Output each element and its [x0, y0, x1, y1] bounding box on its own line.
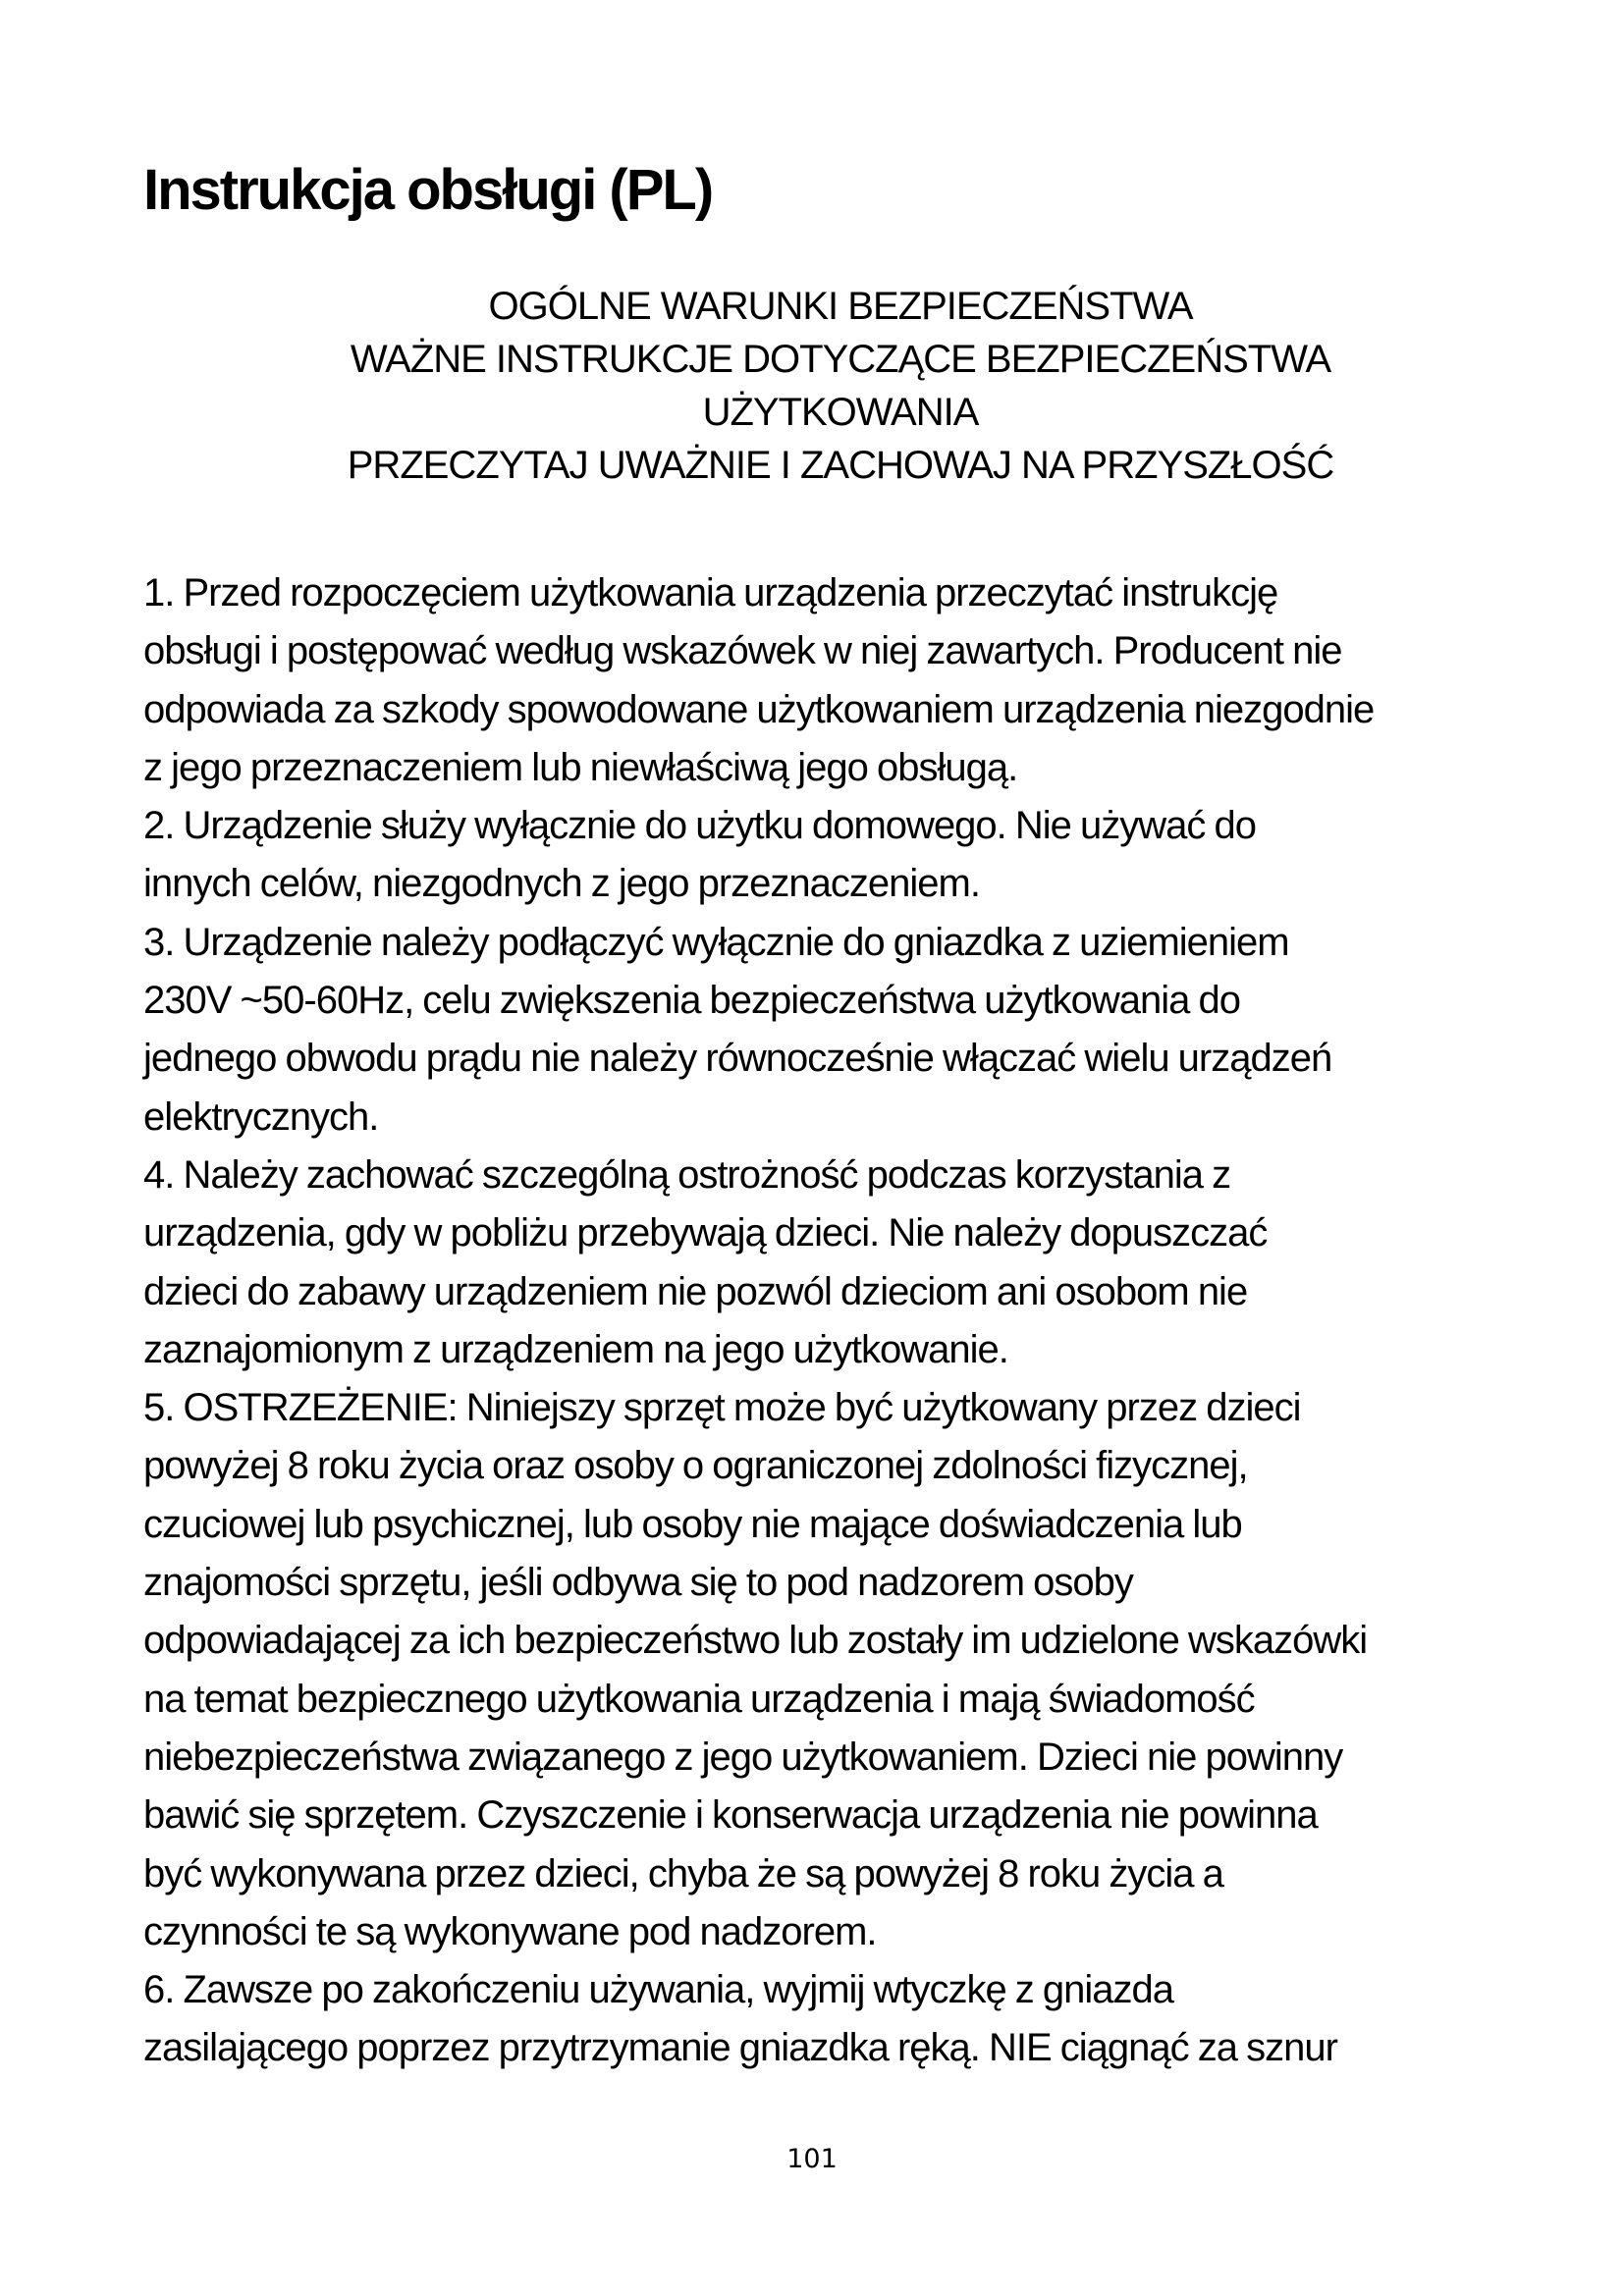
- instructions-body: [143, 564, 1557, 2078]
- body-line: 2. Urządzenie służy wyłącznie do użytku domowego. Nie używać do: [143, 804, 1257, 848]
- body-line: powyżej 8 roku życia oraz osoby o ograniczonej zdolności fizycznej,: [143, 1444, 1248, 1488]
- body-line: obsługi i postępować według wskazówek w niej zawartych. Producent nie: [143, 629, 1342, 673]
- safety-header-line: UŻYTKOWANIA: [702, 391, 979, 434]
- body-line: innych celów, niezgodnych z jego przeznaczeniem.: [143, 862, 980, 906]
- body-line: 1. Przed rozpoczęciem użytkowania urządzenia przeczytać instrukcję: [143, 571, 1278, 614]
- body-line: niebezpieczeństwa związanego z jego użytkowaniem. Dzieci nie powinny: [143, 1735, 1343, 1779]
- body-line: elektrycznych.: [143, 1095, 379, 1139]
- safety-header-line: WAŻNE INSTRUKCJE DOTYCZĄCE BEZPIECZEŃSTWA: [350, 338, 1331, 381]
- body-line: bawić się sprzętem. Czyszczenie i konserwacja urządzenia nie powinna: [143, 1793, 1318, 1838]
- body-line: odpowiada za szkody spowodowane użytkowaniem urządzenia niezgodnie: [143, 687, 1375, 731]
- body-line: 4. Należy zachować szczególną ostrożność podczas korzystania z: [143, 1152, 1231, 1197]
- safety-header-line: PRZECZYTAJ UWAŻNIE I ZACHOWAJ NA PRZYSZŁOŚĆ: [347, 444, 1334, 487]
- body-line: 5. OSTRZEŻENIE: Niniejszy sprzęt może być użytkowany przez dzieci: [143, 1386, 1301, 1430]
- body-line: urządzenia, gdy w pobliżu przebywają dzieci. Nie należy dopuszczać: [143, 1211, 1268, 1255]
- body-line: 230V ~50-60Hz, celu zwiększenia bezpieczeństwa użytkowania do: [143, 979, 1241, 1023]
- body-line: czuciowej lub psychicznej, lub osoby nie mające doświadczenia lub: [143, 1502, 1242, 1546]
- body-line: na temat bezpiecznego użytkowania urządzenia i mają świadomość: [143, 1677, 1255, 1721]
- body-line: zasilającego poprzez przytrzymanie gniazdka ręką. NIE ciągnąć za sznur: [143, 2026, 1337, 2070]
- body-line: 6. Zawsze po zakończeniu używania, wyjmij wtyczkę z gniazda: [143, 1968, 1174, 2012]
- body-line: dzieci do zabawy urządzeniem nie pozwól dzieciom ani osobom nie: [143, 1269, 1248, 1313]
- body-line: znajomości sprzętu, jeśli odbywa się to pod nadzorem osoby: [143, 1561, 1133, 1605]
- body-line: odpowiadającej za ich bezpieczeństwo lub zostały im udzielone wskazówki: [143, 1619, 1368, 1663]
- body-line: 3. Urządzenie należy podłączyć wyłącznie do gniazdka z uziemieniem: [143, 920, 1289, 964]
- safety-header: [143, 280, 1538, 492]
- body-line: czynności te są wykonywane pod nadzorem.: [143, 1909, 877, 1953]
- page-title: Instrukcja obsługi (PL): [143, 158, 713, 222]
- body-line: jednego obwodu prądu nie należy równocześnie włączać wielu urządzeń: [143, 1037, 1332, 1081]
- body-line: być wykonywana przez dzieci, chyba że są powyżej 8 roku życia a: [143, 1851, 1223, 1896]
- body-line: z jego przeznaczeniem lub niewłaściwą jego obsługą.: [143, 745, 1018, 789]
- safety-header-line: OGÓLNE WARUNKI BEZPIECZEŃSTWA: [488, 285, 1193, 328]
- page-number: 101: [786, 2144, 838, 2174]
- body-line: zaznajomionym z urządzeniem na jego użytkowanie.: [143, 1327, 1008, 1371]
